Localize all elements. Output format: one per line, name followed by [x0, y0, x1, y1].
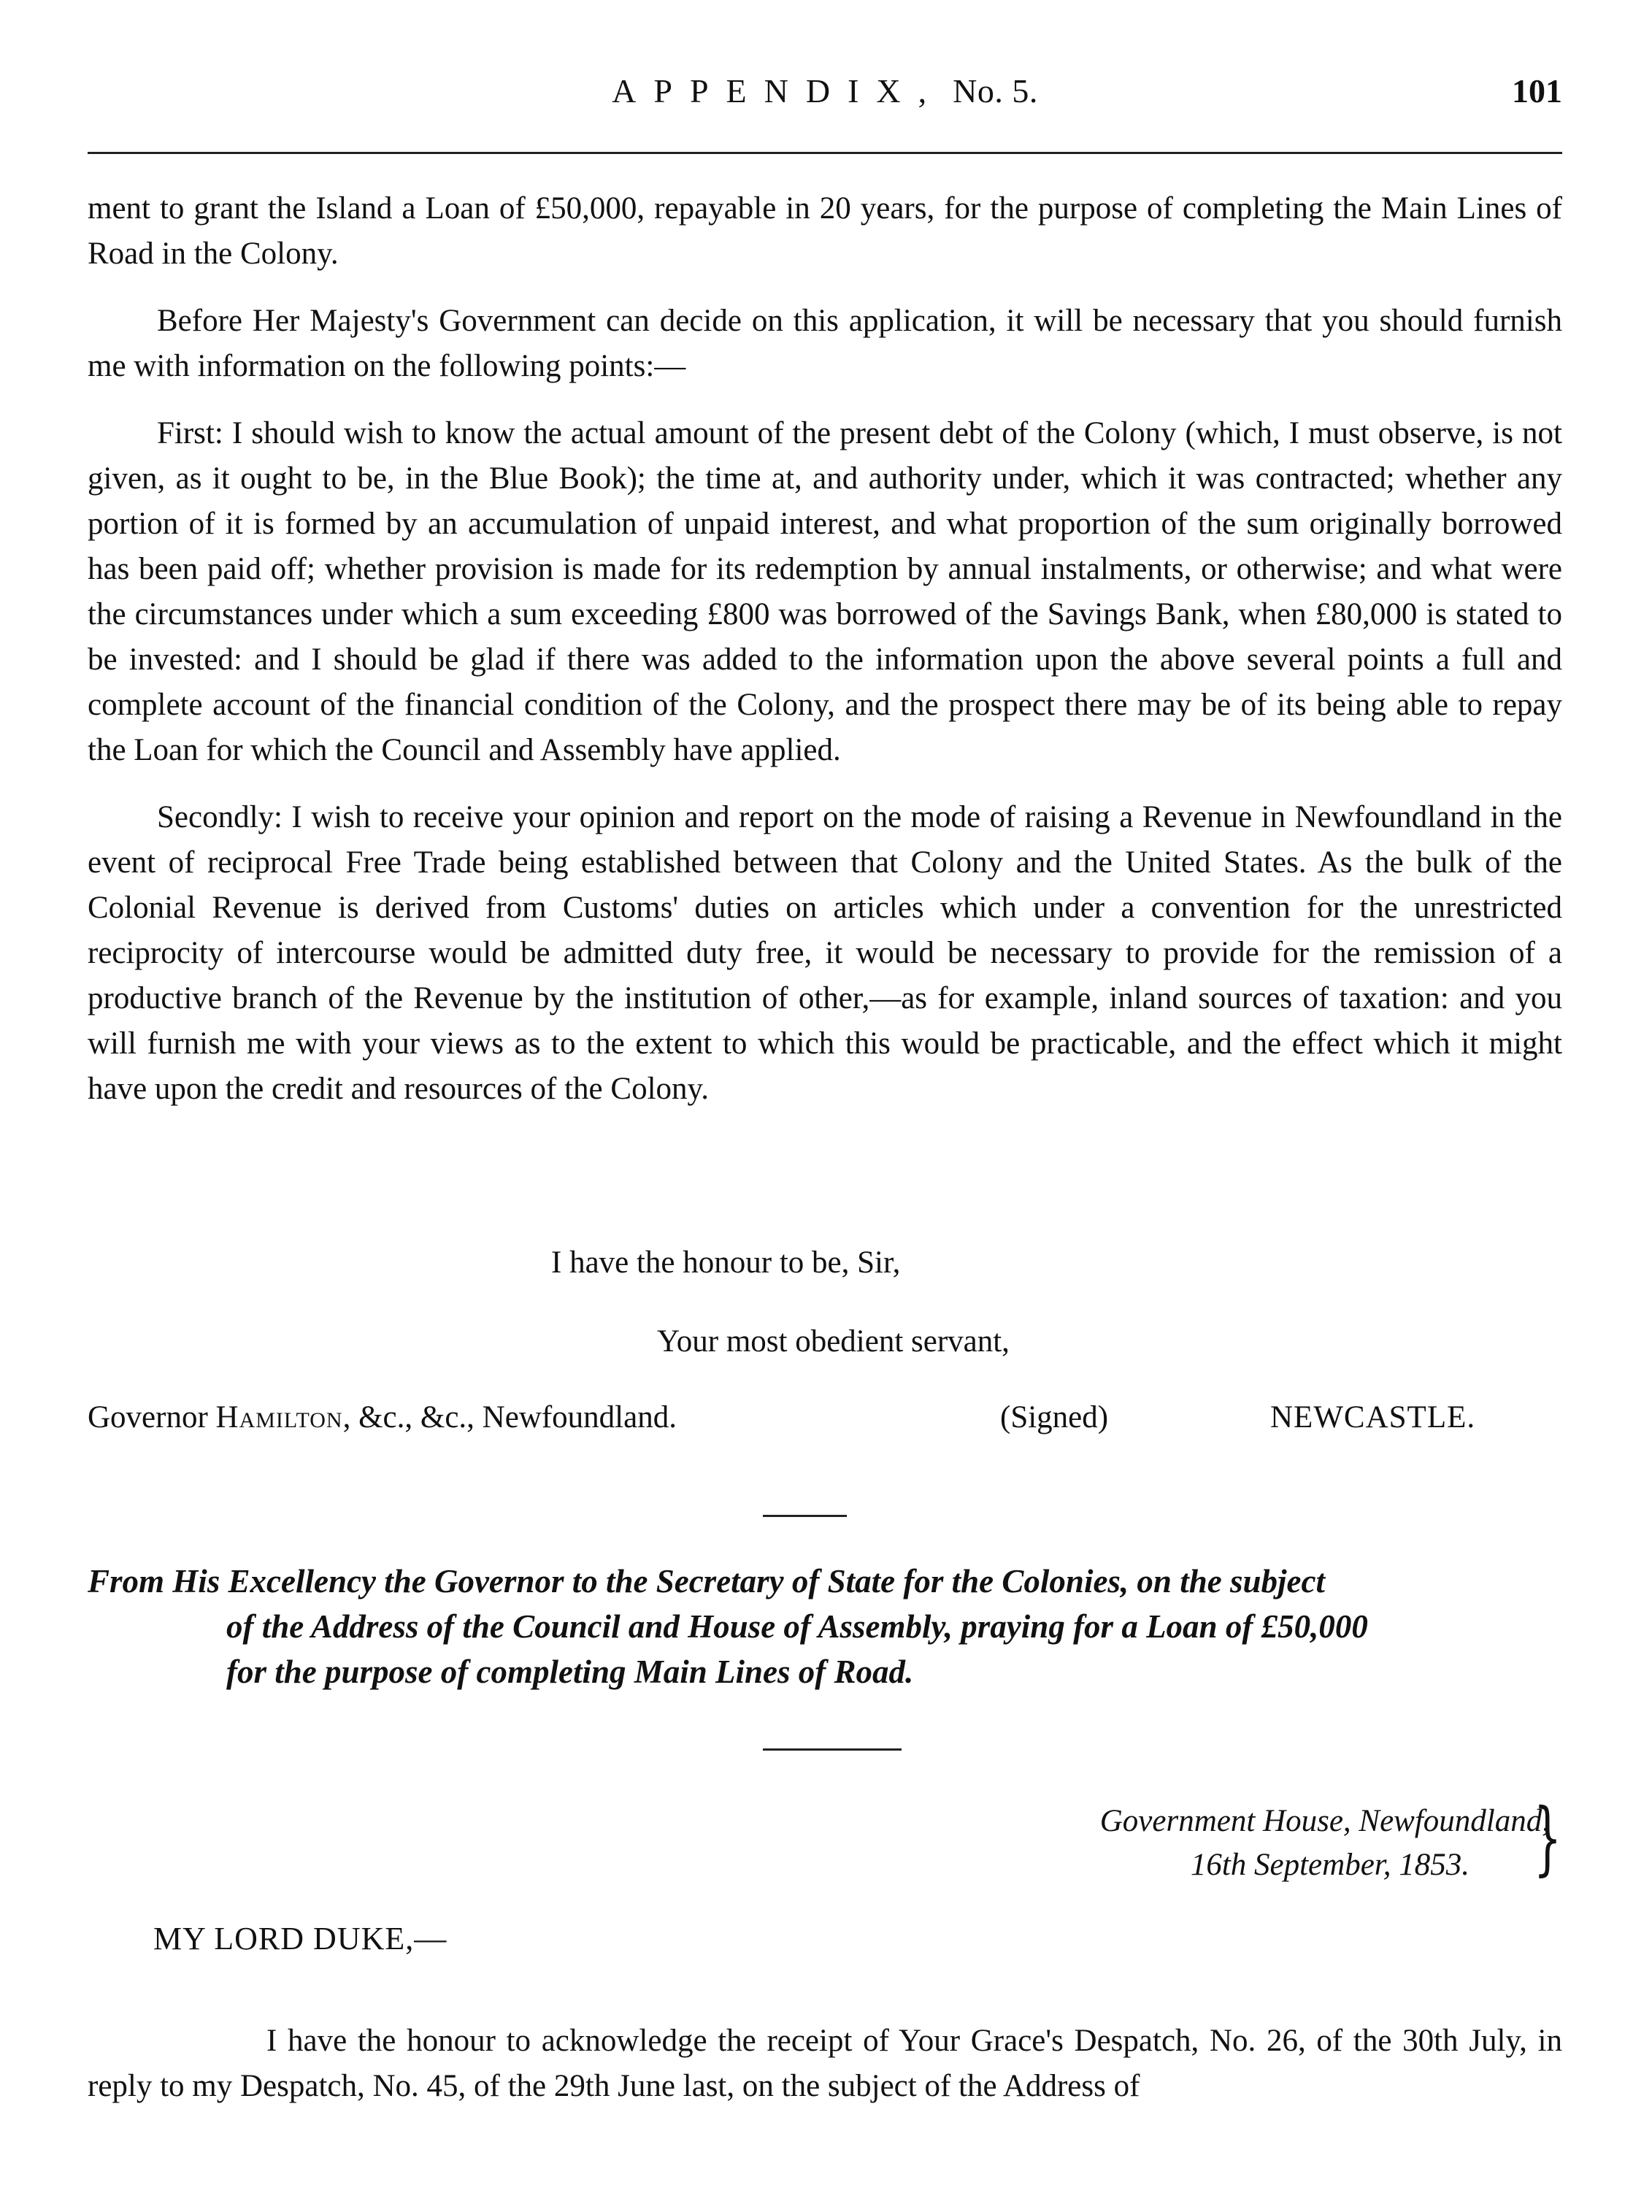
addressee-line	[88, 1396, 677, 1440]
paragraph-first: First: I should wish to know the actual amount of the present debt of the Colony (which, I must observe, is not given, as it ought to be, in the Blue Book); the time at, and authority under, which it was contracted; whether any portion of it is formed by an accumulation of unpaid interest, and what proportion of the sum originally borrowed has been paid off; whether provision is made for its redemption by annual instalments, or otherwise; and what were the circumstances under which a sum exceeding £800 was borrowed of the Savings Bank, when £80,000 is stated to be invested: and I should be glad if there was added to the information upon the above several points a full and complete account of the financial condition of the Colony, and the prospect there may be of its being able to repay the Loan for which the Council and Assembly have applied.	[88, 416, 1562, 767]
letter-body	[88, 186, 1562, 1112]
addressee-suffix: , &c., &c., Newfoundland.	[342, 1400, 677, 1435]
dateline-brace: }	[1533, 1791, 1562, 1884]
running-title-appendix: APPENDIX,	[612, 72, 945, 110]
dateline-place: Government House, Newfoundland,	[1099, 1804, 1550, 1838]
despatch-heading-line3: for the purpose of completing Main Lines of Road.	[226, 1654, 914, 1690]
paragraph-secondly: Secondly: I wish to receive your opinion and report on the mode of raising a Revenue in Newfoundland in the event of reciprocal Free Trade being established between that Colony and the United States. As the bulk of the Colonial Revenue is derived from Customs' duties on articles which under a convention for the unrestricted reciprocity of intercourse would be admitted duty free, it would be necessary to provide for the remission of a productive branch of the Revenue by the institution of other,—as for example, inland sources of taxation: and you will furnish me with your views as to the extent to which this would be practicable, and the effect which it might have upon the credit and resources of the Colony.	[88, 800, 1562, 1106]
paragraph-acknowledgement: I have the honour to acknowledge the receipt of Your Grace's Despatch, No. 26, of the 30th July, in reply to my Despatch, No. 45, of the 29th June last, on the subject of the Address of	[88, 2024, 1562, 2103]
addressee-prefix: Governor	[88, 1400, 208, 1435]
dateline	[1100, 1800, 1550, 1887]
despatch-heading-line1: From His Excellency the Governor to the Secretary of State for the Colonies, on the subject	[88, 1563, 1325, 1600]
section-rule-lower	[763, 1748, 902, 1751]
closing-honour: I have the honour to be, Sir,	[551, 1245, 901, 1280]
salutation: MY LORD DUKE,—	[153, 1921, 447, 1956]
page-number: 101	[1512, 72, 1562, 110]
closing-servant: Your most obedient servant,	[657, 1324, 1010, 1359]
running-title-number: No. 5.	[953, 72, 1038, 110]
paragraph-request: Before Her Majesty's Government can decide on this application, it will be necessary that you should furnish me with information on the following points:—	[88, 304, 1562, 383]
running-header	[88, 72, 1562, 115]
section-rule-upper	[763, 1515, 847, 1517]
despatch-heading-line2: of the Address of the Council and House of Assembly, praying for a Loan of £50,000	[226, 1608, 1368, 1645]
dateline-date: 16th September, 1853.	[1190, 1848, 1469, 1882]
paragraph-continuation: ment to grant the Island a Loan of £50,000, repayable in 20 years, for the purpose of completing the Main Lines of Road in the Colony.	[88, 191, 1562, 271]
signatory-name: NEWCASTLE.	[1270, 1400, 1476, 1435]
signed-label: (Signed)	[1000, 1400, 1109, 1435]
header-rule	[88, 152, 1562, 154]
reply-body	[88, 2019, 1562, 2109]
addressee-name: Hamilton	[215, 1400, 343, 1435]
running-title	[88, 72, 1562, 110]
despatch-heading	[88, 1559, 1562, 1694]
